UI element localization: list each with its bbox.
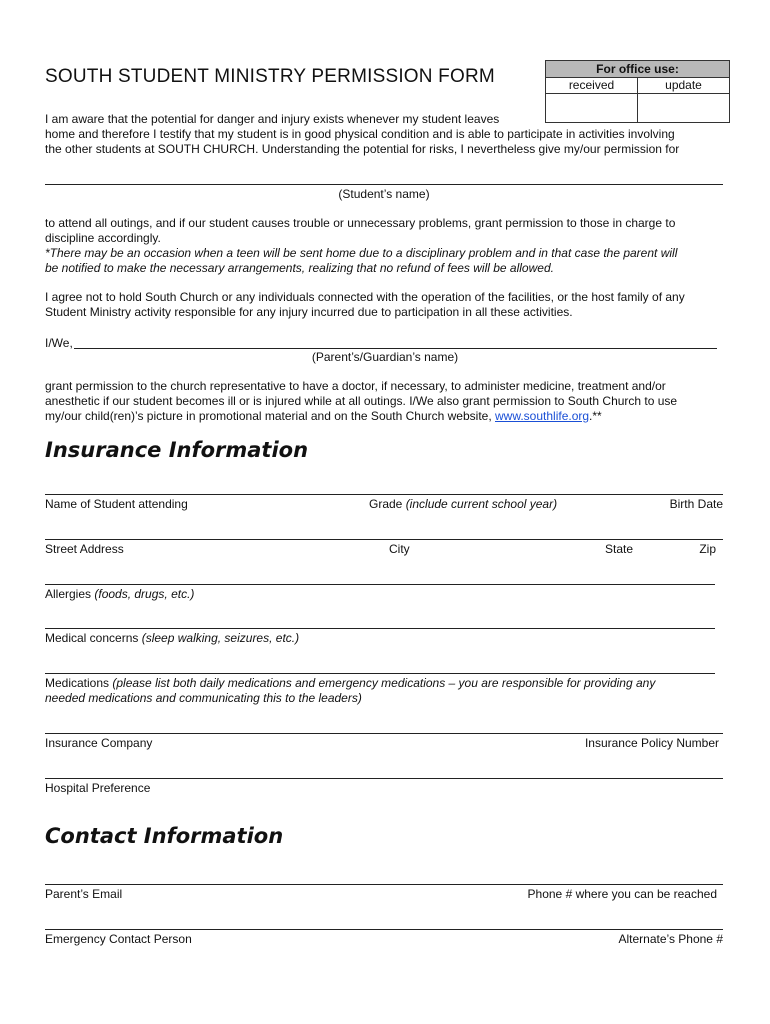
- emergency-contact-line[interactable]: [45, 929, 723, 930]
- outings-line: discipline accordingly.: [45, 231, 161, 245]
- insurance-company-line[interactable]: [45, 733, 723, 734]
- outings-paragraph: [45, 216, 725, 276]
- emergency-contact-label: Emergency Contact Person: [45, 932, 192, 946]
- outings-line: to attend all outings, and if our student causes trouble or unnecessary problems, grant permission to those in charge to: [45, 216, 676, 230]
- insurance-heading: Insurance Information: [45, 438, 309, 462]
- grant-line-text: my/our child(ren)’s picture in promotional material and on the South Church website,: [45, 409, 495, 423]
- medical-concerns-line[interactable]: [45, 628, 715, 629]
- hospital-line[interactable]: [45, 778, 723, 779]
- birth-date-label: Birth Date: [669, 497, 723, 511]
- parent-name-caption: (Parent’s/Guardian’s name): [311, 350, 459, 364]
- grant-paragraph: [45, 379, 725, 424]
- grade-label-text: Grade: [369, 497, 406, 511]
- medications-note: needed medications and communicating this to the leaders): [45, 691, 362, 705]
- medications-label-text: Medications: [45, 676, 113, 690]
- insurance-policy-label: Insurance Policy Number: [584, 736, 719, 750]
- student-name-caption: (Student’s name): [338, 187, 430, 201]
- liability-paragraph: [45, 290, 725, 320]
- allergies-note: (foods, drugs, etc.): [94, 587, 195, 601]
- alternate-phone-label: Alternate’s Phone #: [618, 932, 723, 946]
- medical-note: (sleep walking, seizures, etc.): [141, 631, 300, 645]
- medications-line[interactable]: [45, 673, 715, 674]
- state-label: State: [605, 542, 634, 556]
- grade-note: (include current school year): [405, 497, 558, 511]
- student-attending-label: Name of Student attending: [45, 497, 188, 511]
- grade-label: [369, 497, 557, 511]
- student-name-line[interactable]: [45, 184, 723, 185]
- intro-line: home and therefore I testify that my student is in good physical condition and is able to participate in activities involving: [45, 127, 675, 141]
- hospital-preference-label: Hospital Preference: [45, 781, 151, 795]
- disciplinary-note: *There may be an occasion when a teen will be sent home due to a disciplinary problem and in that case the parent will: [45, 246, 678, 260]
- allergies-label: [45, 587, 194, 601]
- medications-label-line: [45, 676, 725, 691]
- allergies-line[interactable]: [45, 584, 715, 585]
- website-link[interactable]: www.southlife.org: [495, 409, 590, 423]
- grant-line-suffix: .**: [589, 409, 602, 423]
- street-address-label: Street Address: [45, 542, 124, 556]
- zip-label: Zip: [699, 542, 716, 556]
- parent-name-line[interactable]: [74, 348, 717, 349]
- insurance-company-label: Insurance Company: [45, 736, 153, 750]
- form-title: SOUTH STUDENT MINISTRY PERMISSION FORM: [45, 66, 495, 87]
- city-label: City: [389, 542, 410, 556]
- grant-line: [45, 409, 725, 424]
- office-use-heading: For office use:: [546, 61, 729, 78]
- medications-note: (please list both daily medications and emergency medications – you are responsible for providing any: [112, 676, 656, 690]
- intro-paragraph: [45, 112, 725, 157]
- address-line[interactable]: [45, 539, 723, 540]
- intro-line: I am aware that the potential for danger and injury exists whenever my student leaves: [45, 112, 500, 126]
- medical-concerns-label: [45, 631, 299, 645]
- email-phone-line[interactable]: [45, 884, 723, 885]
- parent-email-label: Parent’s Email: [45, 887, 123, 901]
- intro-line: the other students at SOUTH CHURCH. Understanding the potential for risks, I nevertheless give my/our permission for: [45, 142, 680, 156]
- grant-line: anesthetic if our student becomes ill or is injured while at all outings. I/We also grant permission to South Church to use: [45, 394, 678, 408]
- phone-label: Phone # where you can be reached: [527, 887, 717, 901]
- medications-label: [45, 676, 725, 706]
- student-info-line[interactable]: [45, 494, 723, 495]
- liability-line: I agree not to hold South Church or any individuals connected with the operation of the facilities, or the host family of any: [45, 290, 685, 304]
- liability-line: Student Ministry activity responsible for any injury incurred due to participation in all these activities.: [45, 305, 573, 319]
- grant-line: grant permission to the church representative to have a doctor, if necessary, to administer medicine, treatment and/or: [45, 379, 666, 393]
- office-update-label: update: [665, 78, 702, 92]
- allergies-label-text: Allergies: [45, 587, 95, 601]
- office-received-label: received: [546, 78, 638, 93]
- disciplinary-note: be notified to make the necessary arrangements, realizing that no refund of fees will be allowed.: [45, 261, 554, 275]
- iwe-label: I/We,: [45, 336, 73, 350]
- contact-heading: Contact Information: [45, 824, 284, 848]
- medical-label-text: Medical concerns: [45, 631, 142, 645]
